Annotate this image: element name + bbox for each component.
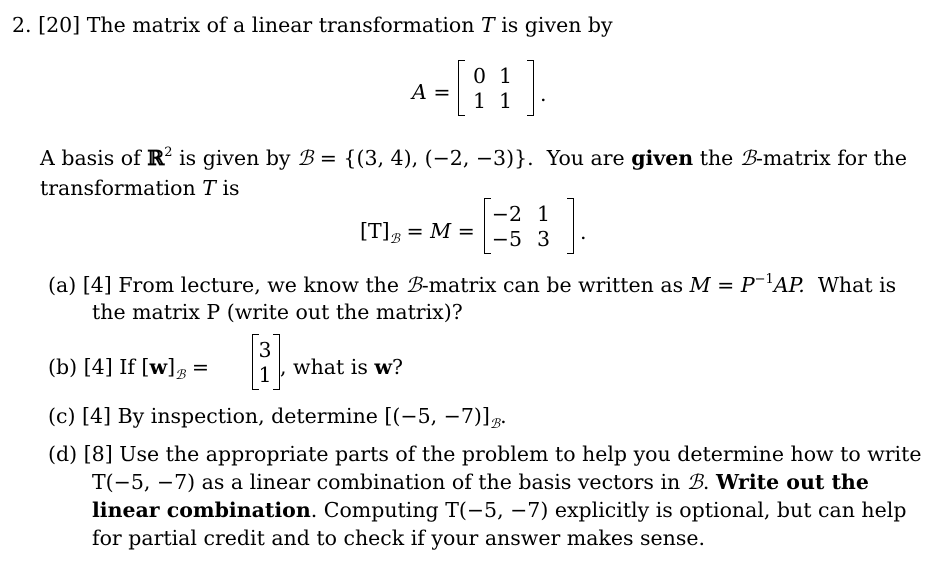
part-d-label: (d): [48, 442, 78, 466]
part-b-label: (b): [48, 355, 78, 379]
part-d: (d) [8] Use the appropriate parts of the problem to help you determine how to write: [48, 442, 922, 466]
basis-sentence: A basis of ℝ$^2$ is given by ℬ = {(3, 4), (−2, −3)}. You are given the ℬ-matrix for the: [40, 145, 908, 170]
reals-symbol: ℝ: [147, 146, 165, 170]
is-given-by: is given by: [501, 13, 613, 37]
matrix-m-cell: −5: [491, 227, 522, 251]
matrix-a-cell: 1: [472, 89, 486, 113]
part-d-line4: for partial credit and to check if your answer makes sense.: [92, 526, 706, 550]
vector-cell: 3: [258, 338, 272, 362]
matrix-a-label: A =: [412, 80, 451, 104]
part-c-label: (c): [48, 404, 76, 428]
vector-w-b: [252, 334, 280, 390]
part-a: (a) [4] From lecture, we know the ℬ-matrix can be written as $M = P^{-1}AP$. What is: [48, 272, 897, 297]
basis-B-symbol: ℬ: [297, 146, 314, 170]
part-d-line3: linear combination. Computing T(−5, −7) explicitly is optional, but can help: [92, 498, 907, 522]
problem-header: [12, 15, 613, 36]
matrix-m-cell: −2: [491, 202, 522, 226]
problem-points: [20]: [38, 13, 81, 37]
matrix-m-cell: 3: [536, 227, 550, 251]
part-a-cont: the matrix P (write out the matrix)?: [92, 300, 463, 324]
basis-sentence-cont: transformation T is: [40, 176, 240, 200]
vector-cell: 1: [258, 363, 272, 387]
basis-set: = {(3, 4), (−2, −3)}.: [319, 146, 534, 170]
part-a-label: (a): [48, 273, 77, 297]
given-emphasis: given: [631, 146, 694, 170]
matrix-a-cell: 1: [498, 64, 512, 88]
matrix-m-label: $[T]_ℬ = M$ =: [360, 219, 475, 248]
matrix-a-cell: 0: [472, 64, 486, 88]
matrix-a-cell: 1: [498, 89, 512, 113]
matrix-m: [484, 198, 574, 254]
matrix-m-cell: 1: [536, 202, 550, 226]
part-b: (b) [4] If $[w]_ℬ$ =: [48, 355, 210, 384]
symbol-T: T: [481, 13, 495, 37]
problem-number: 2.: [12, 13, 32, 37]
matrix-a: [458, 60, 534, 116]
part-c: (c) [4] By inspection, determine [(−5, $-7)]_ℬ$.: [48, 404, 507, 433]
problem-intro: The matrix of a linear transformation: [86, 13, 475, 37]
part-d-line2: T(−5, −7) as a linear combination of the basis vectors in ℬ. Write out the: [92, 470, 869, 494]
period: .: [540, 82, 547, 106]
